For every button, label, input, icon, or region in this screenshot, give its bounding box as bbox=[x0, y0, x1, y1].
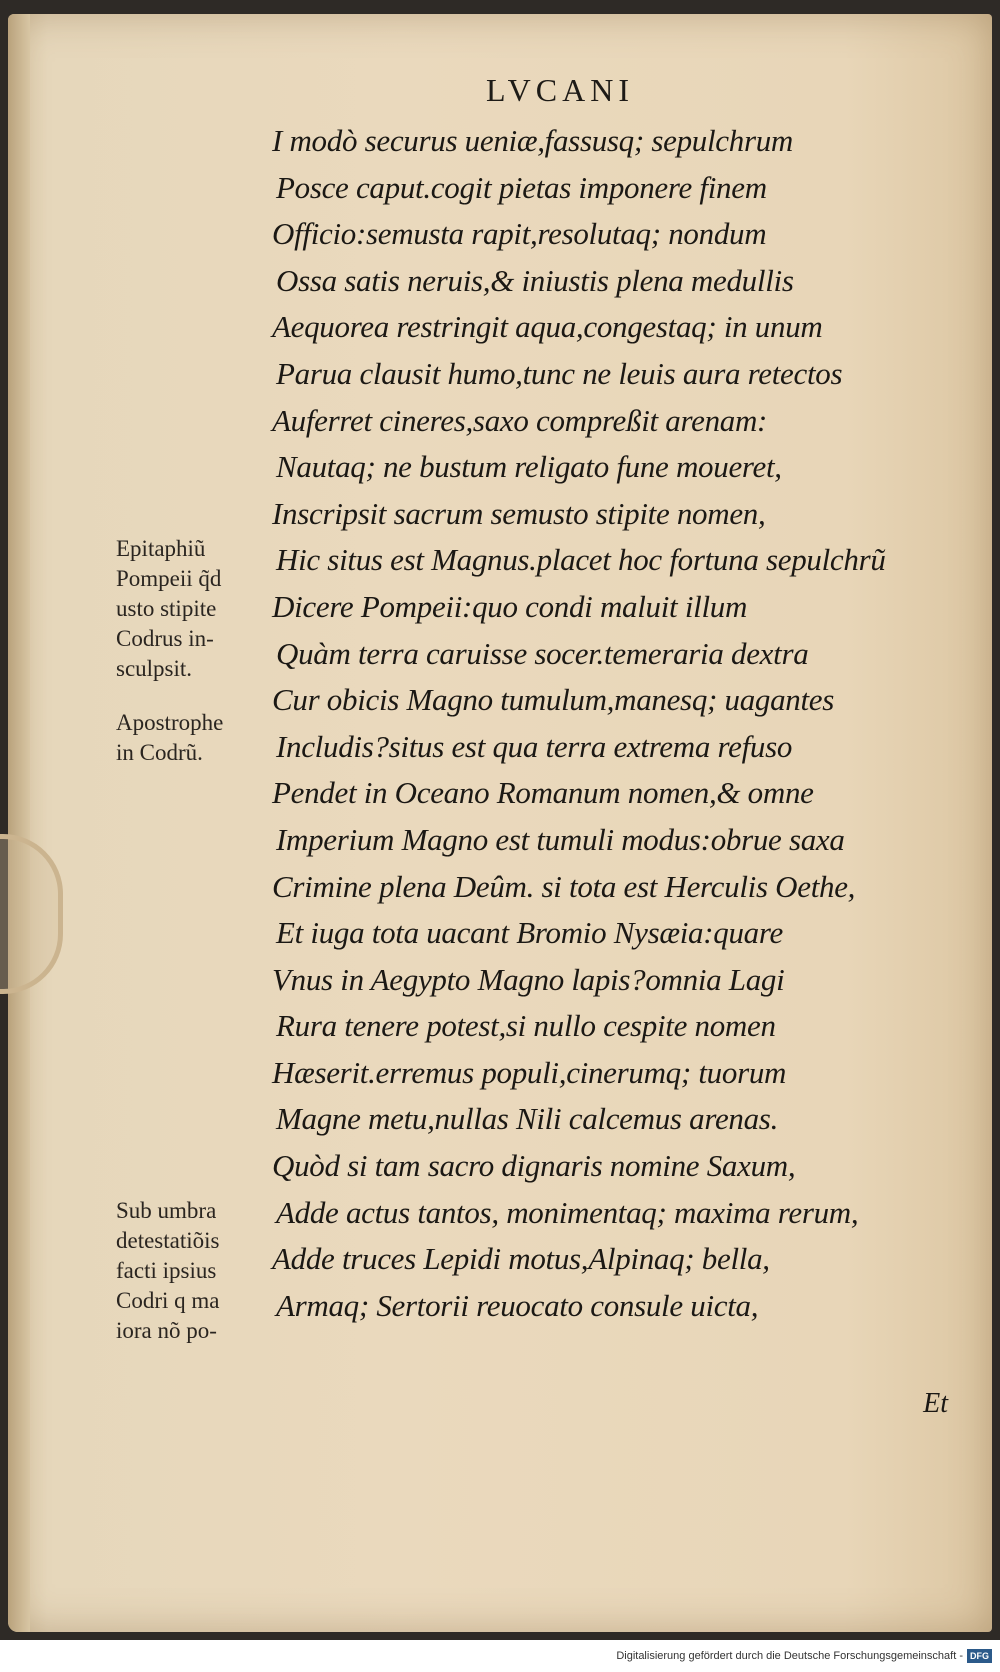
footer-text: Digitalisierung gefördert durch die Deutsche Forschungsgemeinschaft - bbox=[616, 1650, 963, 1662]
note-line: facti ipsius bbox=[116, 1258, 217, 1283]
verse-line: Imperium Magno est tumuli modus:obrue saxa bbox=[276, 821, 845, 857]
verse-line: Ossa satis neruis,& iniustis plena medullis bbox=[276, 262, 794, 298]
verse-line: Rura tenere potest,si nullo cespite nomen bbox=[276, 1008, 776, 1044]
verse-line: Hic situs est Magnus.placet hoc fortuna sepulchrũ bbox=[276, 542, 886, 578]
note-line: Codrus in- bbox=[116, 626, 214, 651]
note-line: Sub umbra bbox=[116, 1198, 217, 1223]
verse-line: Posce caput.cogit pietas imponere finem bbox=[276, 169, 767, 205]
note-line: iora nõ po- bbox=[116, 1318, 217, 1343]
note-line: usto stipite bbox=[116, 596, 217, 621]
verse-list bbox=[272, 118, 972, 1329]
verse-line: Crimine plena Deûm. si tota est Herculis Oethe, bbox=[272, 868, 856, 904]
note-line: Pompeii q̃d bbox=[116, 566, 222, 591]
verse-line: Officio:semusta rapit,resolutaq; nondum bbox=[272, 216, 767, 252]
note-line: detestatiõis bbox=[116, 1228, 220, 1253]
margin-note-epitaph bbox=[116, 534, 276, 684]
verse-line: Pendet in Oceano Romanum nomen,& omne bbox=[272, 775, 814, 811]
margin-note-umbra bbox=[116, 1196, 276, 1346]
note-line: Epitaphiũ bbox=[116, 536, 206, 561]
verse-line: Adde actus tantos, monimentaq; maxima rerum, bbox=[276, 1194, 859, 1230]
verse-line: Magne metu,nullas Nili calcemus arenas. bbox=[276, 1101, 779, 1137]
verse-line: Armaq; Sertorii reuocato consule uicta, bbox=[276, 1287, 759, 1323]
verse-line: Nautaq; ne bustum religato fune moueret, bbox=[276, 449, 782, 485]
note-line: Codri q ma bbox=[116, 1288, 220, 1313]
verse-line: Hæserit.erremus populi,cinerumq; tuorum bbox=[272, 1054, 787, 1090]
verse-line: Vnus in Aegypto Magno lapis?omnia Lagi bbox=[272, 961, 785, 997]
running-header: LVCANI bbox=[486, 72, 634, 108]
margin-note-apostrophe bbox=[116, 708, 276, 768]
verse-line: Aequorea restringit aqua,congestaq; in unum bbox=[272, 309, 823, 345]
verse-line: Adde truces Lepidi motus,Alpinaq; bella, bbox=[272, 1241, 770, 1277]
verse-line: Quàm terra caruisse socer.temeraria dextra bbox=[276, 635, 809, 671]
verse-line: Includis?situs est qua terra extrema refuso bbox=[276, 728, 793, 764]
verse-line: I modò securus ueniæ,fassusq; sepulchrum bbox=[272, 123, 793, 158]
verse-line: Cur obicis Magno tumulum,manesq; uagantes bbox=[272, 682, 835, 718]
verse-line: Et iuga tota uacant Bromio Nysæia:quare bbox=[276, 915, 783, 951]
digitization-footer bbox=[0, 1640, 1000, 1672]
page-gutter bbox=[8, 14, 30, 1632]
verse-line: Inscripsit sacrum semusto stipite nomen, bbox=[272, 495, 766, 531]
dfg-logo-icon: DFG bbox=[967, 1649, 992, 1663]
note-line: in Codrũ. bbox=[116, 740, 203, 765]
catchword: Et bbox=[923, 1388, 948, 1419]
book-clasp bbox=[0, 834, 63, 994]
note-line: Apostrophe bbox=[116, 710, 224, 735]
verse-line: Dicere Pompeii:quo condi maluit illum bbox=[272, 588, 748, 624]
verse-line: Parua clausit humo,tunc ne leuis aura retectos bbox=[276, 355, 843, 391]
verse-line: Quòd si tam sacro dignaris nomine Saxum, bbox=[272, 1148, 796, 1184]
verse-line: Auferret cineres,saxo compreßit arenam: bbox=[272, 402, 768, 438]
note-line: sculpsit. bbox=[116, 656, 193, 681]
